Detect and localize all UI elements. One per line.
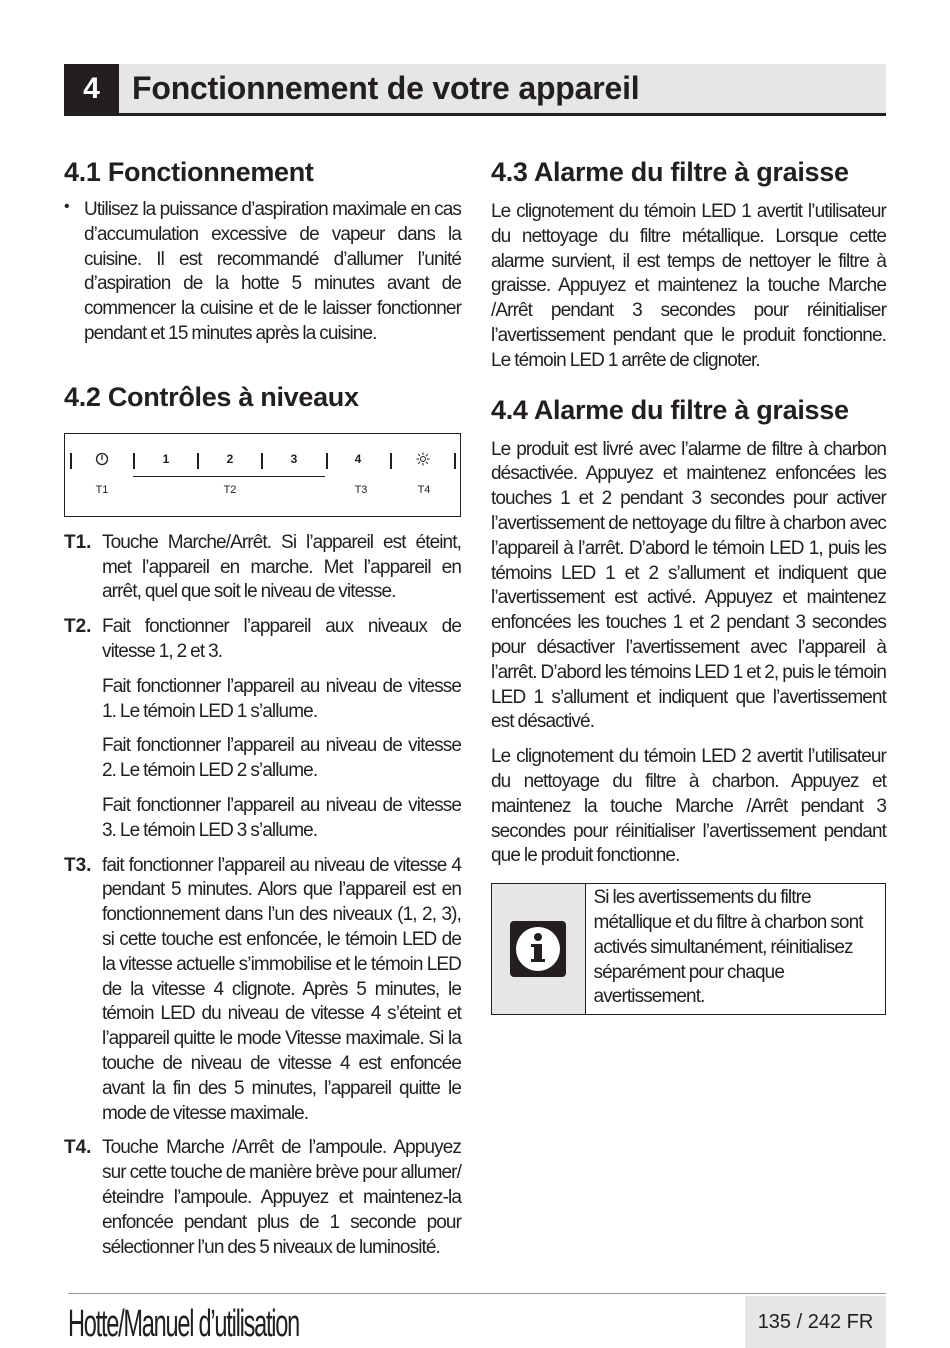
section-4-4-title: 4.4 Alarme du filtre à graisse [491, 394, 849, 425]
term-key: T3. [64, 854, 92, 876]
panel-separator [70, 453, 72, 469]
section-4-4-text-1: Le produit est livré avec l’alarme de filtre à charbon désactivée. Appuyez et maintenez enfoncées les touches 1 et 2 pendant 3 secondes pour activer l’avertissement de nettoyage du filtre à charbon avec l’appareil à l’arrêt. D’abord le témoin LED 1, puis les témoins LED 1 et 2 s’allument et indiquent que l’avertissement est activé. Appuyez et maintenez enfoncées les touches 1 et 2 pendant 3 secondes pour désactiver l’avertissement avec l’appareil à l’arrêt. D’abord les témoins LED 1 et 2, puis le témoin LED 1 s’allument et indiquent que l’avertissement est désactivé. [491, 438, 886, 733]
power-icon [87, 452, 117, 469]
speed-3-symbol: 3 [290, 451, 298, 466]
chapter-number: 4 [64, 64, 119, 113]
label-t2: T2 [223, 483, 237, 496]
panel-separator [197, 453, 199, 469]
light-icon [408, 452, 438, 469]
panel-separator [454, 453, 456, 469]
term-text: Touche Marche/Arrêt. Si l’appareil est éteint, met l’appareil en marche. Met l’appareil en arrêt, quel que soit le niveau de vitesse. [102, 531, 461, 603]
label-t4: T4 [417, 483, 431, 496]
chapter-title: Fonctionnement de votre appareil [132, 70, 640, 106]
chapter-header [64, 64, 886, 116]
speed-2-symbol: 2 [226, 451, 234, 466]
panel-separator [133, 453, 135, 469]
info-text-container [586, 884, 885, 1014]
t2-bracket-line [133, 476, 325, 477]
term-t4 [64, 1136, 461, 1260]
page-number: 135 / 242 FR [745, 1296, 886, 1348]
term-key: T1. [64, 531, 92, 553]
section-4-1-title: 4.1 Fonctionnement [64, 157, 314, 187]
control-panel-diagram [64, 433, 461, 517]
info-box [491, 883, 886, 1015]
section-4-3-text: Le clignotement du témoin LED 1 avertit l’utilisateur du nettoyage du filtre métallique. Lorsque cette alarme survient, il est temps de nettoyer le filtre à graisse. Appuyez et maintenez la touche Marche /Arrêt pendant 3 secondes pour réinitialiser l’avertissement pendant que le produit fonctionne. Le témoin LED 1 arrête de clignoter. [491, 201, 886, 371]
panel-separator [390, 453, 392, 469]
term-key: T2. [64, 616, 92, 638]
footer-doc-title: Hotte/Manuel d’utilisation [68, 1303, 299, 1345]
info-text: Si les avertissements du filtre métallique et du filtre à charbon sont activés simultanément, réinitialisez séparément pour chaque avertissement. [593, 887, 863, 1008]
speed-1-symbol: 1 [162, 451, 170, 466]
section-4-2-title: 4.2 Contrôles à niveaux [64, 381, 359, 412]
label-t3: T3 [354, 483, 368, 496]
bullet-item [64, 198, 461, 347]
footer-divider [68, 1293, 886, 1294]
term-text: Fait fonctionner l’appareil aux niveaux de vitesse 1, 2 et 3. [102, 616, 461, 662]
term-t1 [64, 531, 461, 605]
t2-speed-1: Fait fonctionner l’appareil au niveau de vitesse 1. Le témoin LED 1 s’allume. [102, 675, 461, 722]
section-4-3-title: 4.3 Alarme du filtre à graisse [491, 157, 849, 187]
term-t2 [64, 615, 461, 665]
panel-separator [261, 453, 263, 469]
term-text: fait fonctionner l’appareil au niveau de vitesse 4 pendant 5 minutes. Alors que l’appareil est en fonctionnement dans l’un des niveaux (1, 2, 3), si cette touche est enfoncée, le témoin LED de la vitesse actuelle s’immobilise et le témoin LED de la vitesse 4 clignote. Après 5 minutes, le témoin LED du niveau de vitesse 4 s’éteint et l’appareil quitte le mode Vitesse maximale. Si la touche de niveau de vitesse 4 est enfoncée avant la fin des 5 minutes, l’appareil quitte le mode de vitesse maximale. [102, 854, 461, 1124]
t2-speed-3: Fait fonctionner l’appareil au niveau de vitesse 3. Le témoin LED 3 s’allume. [102, 794, 461, 841]
term-text: Touche Marche /Arrêt de l’ampoule. Appuyez sur cette touche de manière brève pour allumer/éteindre l’ampoule. Appuyez et maintenez-la enfoncée pendant plus de 1 seconde pour sélectionner l’un des 5 niveaux de luminosité. [102, 1137, 461, 1258]
bullet-text: Utilisez la puissance d’aspiration maximale en cas d’accumulation excessive de vapeur dans la cuisine. Il est recommandé d’allumer l’unité d’aspiration de la hotte 5 minutes avant de commencer la cuisine et de le laisser fonctionner pendant et 15 minutes après la cuisine. [84, 199, 461, 344]
left-column [64, 152, 461, 1260]
speed-4-symbol: 4 [354, 451, 362, 466]
label-t1: T1 [95, 483, 109, 496]
t2-speed-2: Fait fonctionner l’appareil au niveau de vitesse 2. Le témoin LED 2 s’allume. [102, 735, 461, 782]
section-4-4-text-2: Le clignotement du témoin LED 2 avertit l’utilisateur du nettoyage du filtre à charbon. Appuyez et maintenez la touche Marche /Arrêt pendant 3 secondes pour réinitialiser l’avertissement pendant que le produit fonctionne. [491, 746, 886, 867]
right-column [491, 152, 886, 1015]
term-key: T4. [64, 1137, 92, 1159]
bullet-dot: • [64, 198, 70, 215]
panel-separator [326, 453, 328, 469]
term-t3 [64, 854, 461, 1127]
info-icon [492, 884, 586, 1014]
